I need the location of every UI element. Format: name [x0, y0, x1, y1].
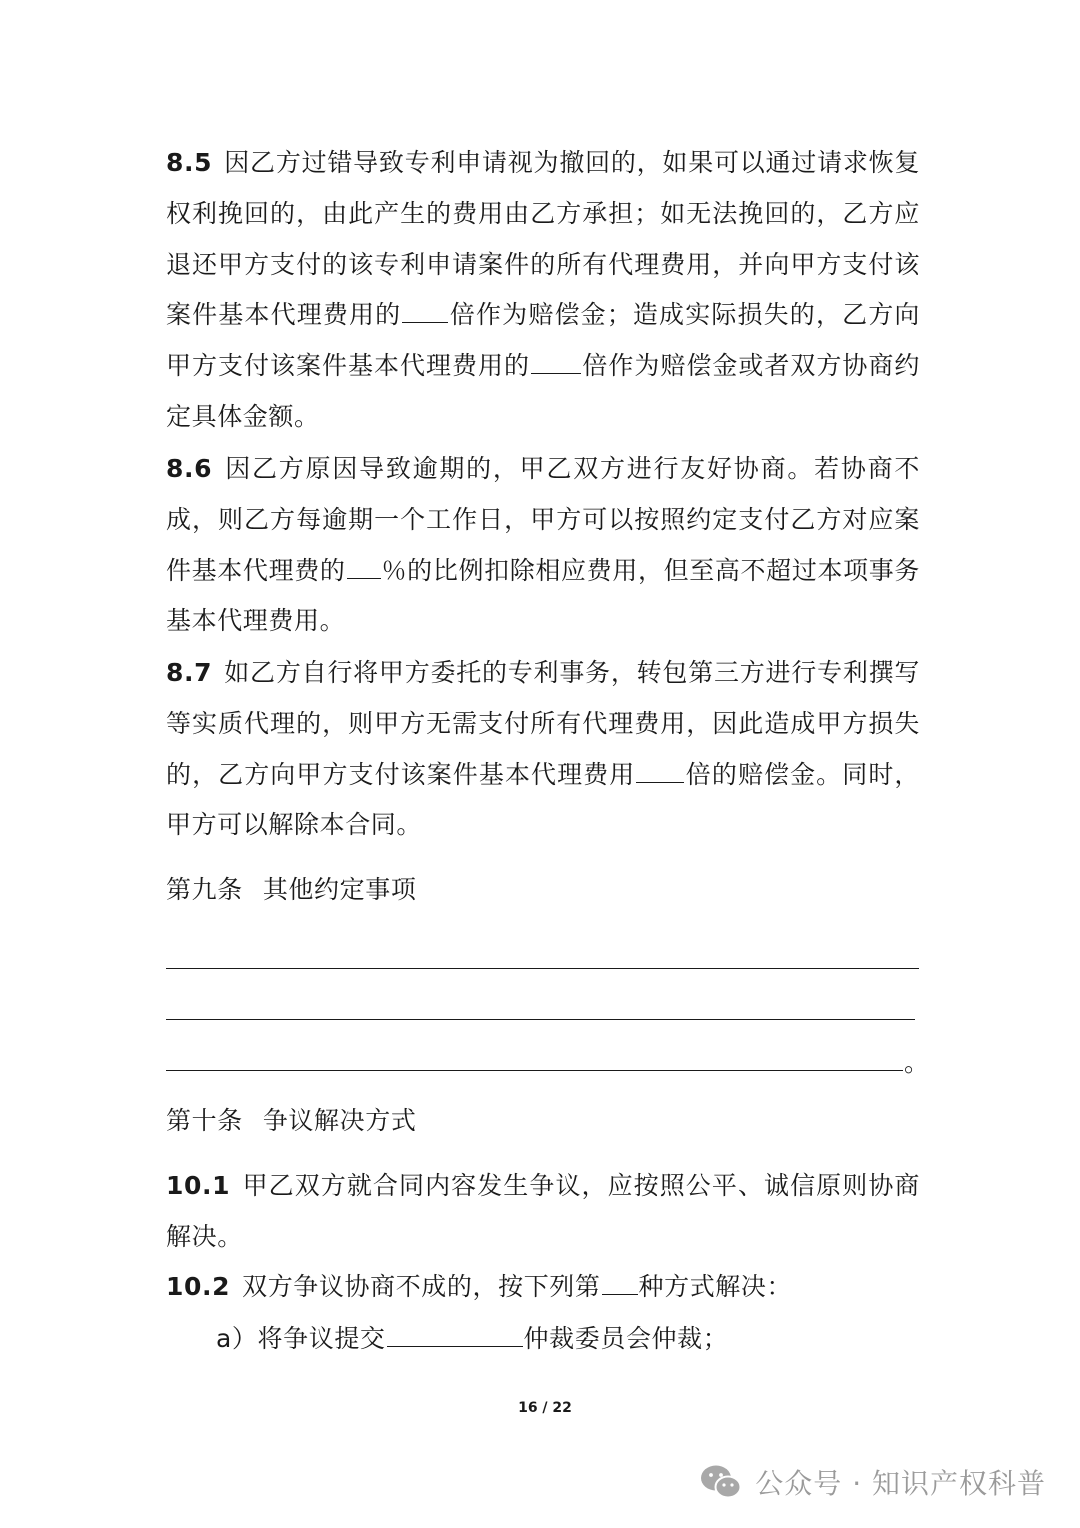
fill-blank[interactable]	[636, 754, 684, 783]
fill-line[interactable]	[166, 968, 919, 969]
watermark	[699, 1462, 1046, 1502]
fill-blank[interactable]	[531, 345, 581, 374]
clause-text: ％的比例扣除相应费用，但至高不超过本项事务基本代理费用。	[166, 555, 920, 636]
article-10-heading	[166, 1101, 416, 1141]
clause-number: 10.2	[166, 1272, 231, 1301]
fill-blank[interactable]	[402, 294, 448, 323]
clause-text: 种方式解决：	[638, 1272, 793, 1301]
clause-text: 甲乙双方就合同内容发生争议，应按照公平、诚信原则协商解决。	[166, 1171, 920, 1251]
clause-text: 倍作为赔偿金或者双方协商约定具体金额。	[166, 351, 920, 431]
clause-text: 因乙方过错导致专利申请视为撤回的，如果可以通过请求恢复权利挽回的，由此产生的费用由乙方承担；如无法挽回的，乙方应退还甲方支付的该专利申请案件的所有代理费用，并向甲方支付该案件基本代理费用的	[166, 148, 920, 330]
article-title: 其他约定事项	[262, 875, 417, 904]
clause-number: 10.1	[166, 1171, 231, 1200]
end-period: 。	[904, 1048, 930, 1077]
clause-8-5	[166, 138, 920, 443]
fill-blank[interactable]	[602, 1266, 638, 1295]
clause-text: 双方争议协商不成的，按下列第	[242, 1272, 601, 1301]
fill-blank[interactable]	[347, 550, 381, 579]
clause-text: 倍作为赔偿金；造成实际损失的，乙方向甲方支付该案件基本代理费用的	[166, 300, 920, 381]
article-label: 第十条	[166, 1106, 243, 1135]
option-a	[216, 1318, 728, 1359]
clause-10-2	[166, 1262, 920, 1313]
clause-text: 倍的赔偿金。同时，甲方可以解除本合同。	[166, 759, 920, 840]
wechat-icon	[699, 1462, 743, 1502]
fill-blank[interactable]	[387, 1318, 523, 1347]
article-9-heading	[166, 870, 416, 910]
option-paren: ）	[231, 1324, 258, 1353]
option-text: 将争议提交	[257, 1324, 386, 1353]
fill-line[interactable]	[166, 1070, 903, 1071]
option-text: 仲裁委员会仲裁；	[523, 1324, 729, 1353]
clause-number: 8.6	[166, 454, 213, 483]
clause-text: 如乙方自行将甲方委托的专利事务，转包第三方进行专利撰写等实质代理的，则甲方无需支付所有代理费用，因此造成甲方损失的，乙方向甲方支付该案件基本代理费用	[166, 658, 920, 789]
article-label: 第九条	[166, 875, 243, 904]
clause-text: 因乙方原因导致逾期的，甲乙双方进行友好协商。若协商不成，则乙方每逾期一个工作日，甲方可以按照约定支付乙方对应案件基本代理费的	[166, 454, 920, 585]
clause-10-1	[166, 1161, 920, 1263]
clause-number: 8.7	[166, 658, 213, 687]
article-title: 争议解决方式	[262, 1106, 417, 1135]
page-number: 16 / 22	[518, 1400, 572, 1416]
clause-number: 8.5	[166, 148, 213, 177]
clause-8-6	[166, 444, 920, 647]
option-letter: a	[216, 1324, 232, 1353]
watermark-text: 公众号 · 知识产权科普	[755, 1467, 1046, 1500]
fill-line[interactable]	[166, 1019, 915, 1020]
clause-8-7	[166, 648, 920, 851]
